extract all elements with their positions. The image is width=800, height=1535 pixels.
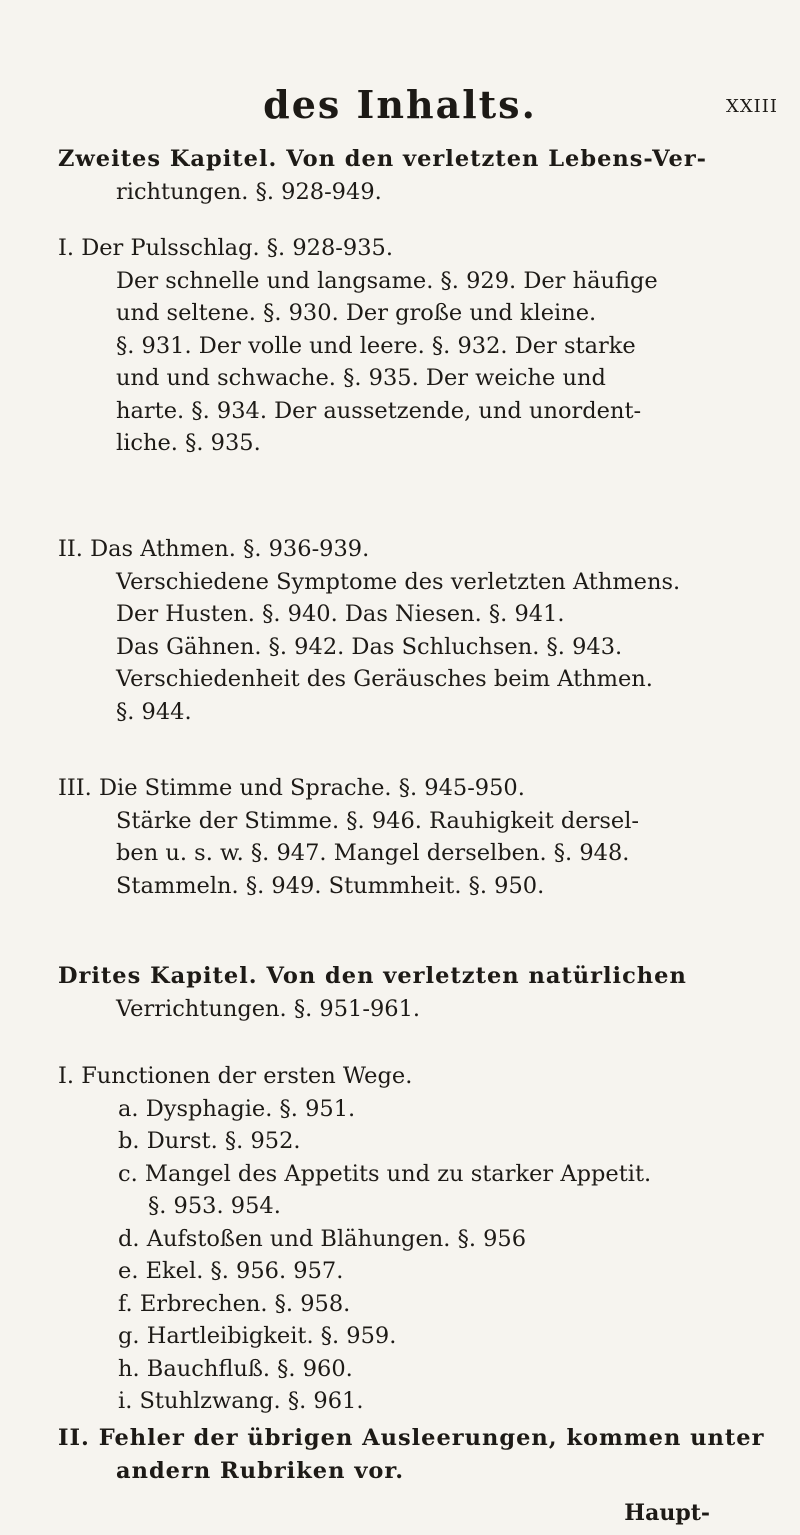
page-number: XXIII	[726, 96, 778, 117]
section-line: andern Rubriken vor.	[116, 1457, 405, 1484]
list-item: a. Dysphagie. §. 951.	[118, 1095, 356, 1122]
section-line: und und schwache. §. 935. Der weiche und	[116, 365, 606, 391]
chapter-3-heading-line-2: Verrichtungen. §. 951-961.	[116, 995, 421, 1022]
section-line: Verschiedene Symptome des verletzten Athmens.	[116, 568, 681, 595]
section-line: Verschiedenheit des Geräusches beim Athmen.	[116, 666, 653, 692]
chapter-3	[58, 960, 778, 1025]
list-item: h. Bauchfluß. §. 960.	[118, 1355, 353, 1382]
chapter-2-heading-line-1: Zweites Kapitel. Von den verletzten Lebens-Ver-	[58, 146, 708, 172]
list-item: i. Stuhlzwang. §. 961.	[118, 1388, 364, 1414]
chapter-2-heading-line-2: richtungen. §. 928-949.	[116, 178, 382, 205]
list-item: c. Mangel des Appetits und zu starker Appetit.	[118, 1160, 652, 1187]
section-title: I. Der Pulsschlag. §. 928-935.	[58, 235, 393, 261]
section-line: §. 944.	[116, 698, 192, 725]
list-item: g. Hartleibigkeit. §. 959.	[118, 1323, 397, 1349]
running-title: des Inhalts.	[263, 82, 537, 127]
chapter-3-heading-line-1: Drites Kapitel. Von den verletzten natürlichen	[58, 963, 687, 989]
section-line: §. 931. Der volle und leere. §. 932. Der starke	[116, 332, 636, 359]
section-other-evacuations	[58, 1422, 778, 1487]
chapter-2	[58, 143, 778, 208]
list-item: f. Erbrechen. §. 958.	[118, 1290, 351, 1317]
section-line: harte. §. 934. Der aussetzende, und unordent-	[116, 397, 642, 424]
section-title: I. Functionen der ersten Wege.	[58, 1063, 413, 1089]
section-title: III. Die Stimme und Sprache. §. 945-950.	[58, 775, 525, 801]
section-line: ben u. s. w. §. 947. Mangel derselben. §. 948.	[116, 840, 630, 866]
list-item-continuation: §. 953. 954.	[148, 1193, 281, 1219]
section-line: und seltene. §. 930. Der große und kleine.	[116, 300, 597, 326]
catchword: Haupt-	[624, 1500, 710, 1526]
section-line: Stärke der Stimme. §. 946. Rauhigkeit dersel-	[116, 807, 640, 834]
section-line: Der Husten. §. 940. Das Niesen. §. 941.	[116, 601, 565, 627]
section-pulse	[58, 232, 778, 460]
list-item: d. Aufstoßen und Blähungen. §. 956	[118, 1225, 527, 1252]
list-item: e. Ekel. §. 956. 957.	[118, 1258, 344, 1284]
section-voice	[58, 772, 778, 902]
section-breathing	[58, 533, 778, 728]
section-line: Das Gähnen. §. 942. Das Schluchsen. §. 943.	[116, 633, 623, 660]
section-first-ways	[58, 1060, 778, 1418]
list-item: b. Durst. §. 952.	[118, 1128, 301, 1154]
section-line: liche. §. 935.	[116, 430, 261, 456]
section-title: II. Fehler der übrigen Ausleerungen, kommen unter	[58, 1425, 765, 1451]
section-line: Der schnelle und langsame. §. 929. Der häufige	[116, 267, 658, 294]
section-line: Stammeln. §. 949. Stummheit. §. 950.	[116, 872, 545, 899]
section-title: II. Das Athmen. §. 936-939.	[58, 536, 370, 562]
